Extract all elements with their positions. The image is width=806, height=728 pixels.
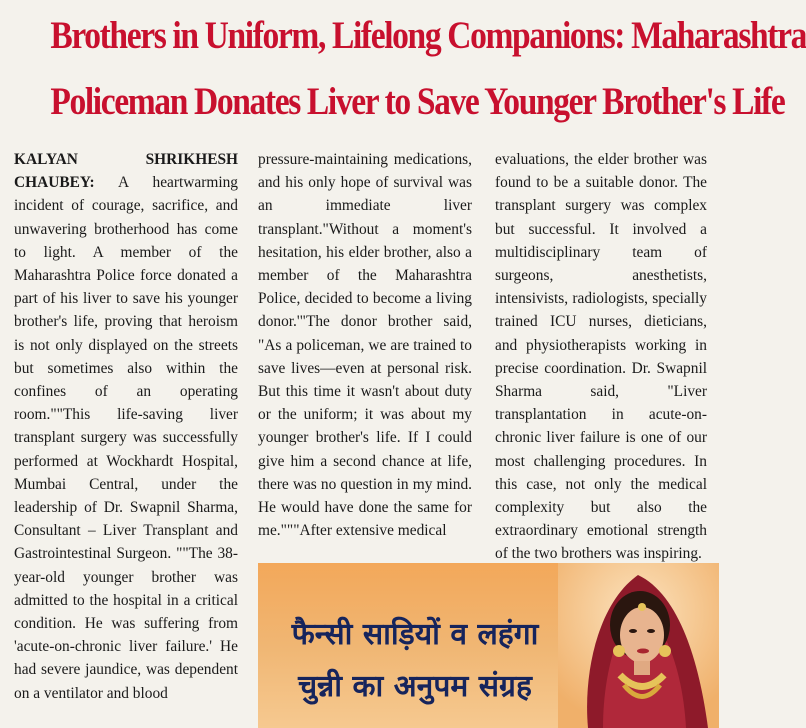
column-1-text: A heartwarming incident of courage, sacrifice, and unwavering brotherhood has come to light. A member of the Maharashtra Police force donated a part of his liver to save his younger brother's life, proving that heroism is not only displayed on the streets but sometimes also within the confines of an operating room.""This life-saving liver transplant surgery was successfully performed at Wockhardt Hospital, Mumbai Central, under the leadership of Dr. Swapnil Sharma, Consultant – Liver Transplant and Gastrointestinal Surgeon. ""The 38-year-old younger brother was admitted to the hospital in a critical condition. He was suffering from 'acute-on-chronic liver failure.' He had severe jaundice, was dependent on a ventilator and blood bbox=[14, 174, 238, 702]
article-paragraph bbox=[14, 148, 238, 705]
headline-line-2: Policeman Donates Liver to Save Younger Brother's Life bbox=[50, 80, 785, 123]
byline: KALYAN SHRIKHESH CHAUBEY: bbox=[14, 151, 238, 192]
article-column-3 bbox=[495, 148, 707, 566]
headline-line-1: Brothers in Uniform, Lifelong Companions: Maharashtra bbox=[50, 14, 806, 57]
article-column-2 bbox=[258, 148, 472, 542]
bride-model-image bbox=[558, 563, 719, 728]
column-3-text: evaluations, the elder brother was found to be a suitable donor. The transplant surgery was complex but successful. It involved a multidisciplinary team of surgeons, anesthetists, intensivists, radiologists, specially trained ICU nurses, dieticians, and physiotherapists working in precise coordination. Dr. Swapnil Sharma said, "Liver transplantation in acute-on-chronic liver failure is one of our most challenging procedures. In this case, not only the medical complexity but also the extraordinary emotional strength of the two brothers was inspiring. bbox=[495, 151, 707, 563]
advert-line-1: फैन्सी साड़ियों व लहंगा bbox=[291, 617, 539, 652]
saree-advertisement bbox=[258, 563, 719, 728]
advert-text bbox=[270, 609, 560, 713]
advert-line-2: चुन्नी का अनुपम संग्रह bbox=[298, 669, 532, 704]
column-2-text: pressure-maintaining medications, and his only hope of survival was an immediate liver transplant."Without a moment's hesitation, his elder brother, also a member of the Maharashtra Police, decided to become a living donor.'"The donor brother said, "As a policeman, we are trained to save lives—even at personal risk. But this time it wasn't about duty or the uniform; it was about my younger brother's life. If I could give him a second chance at life, there was no question in my mind. He would have done the same for me."""After extensive medical bbox=[258, 151, 472, 540]
headline bbox=[0, 0, 806, 140]
article-column-1 bbox=[14, 148, 238, 728]
